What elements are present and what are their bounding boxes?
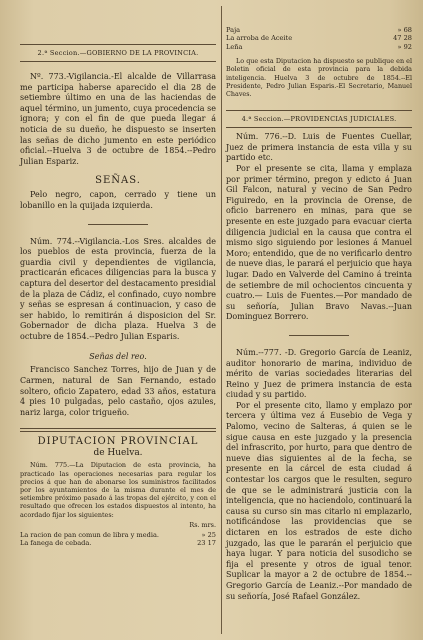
senas-heading: SEÑAS. [95,175,141,187]
price-row [226,43,412,51]
notice-774: Núm. 774.--Vigilancia.-Los Sres. alcaldes de los pueblos de esta provincia, fuerza de la guardia civil y dependientes de vigilancia, practicarán eficaces diligencias para la busca y captura del desertor del destacamento presidial de la plaza de Cádiz, el confinado, cuyo nombre y señas se espresan á continuacion, y caso de ser habido, lo remitirán á disposicion del Sr. Gobernador de dicha plaza. Huelva 3 de octubre de 1854.--Pedro Julian Esparis. [20,236,216,341]
rule [226,127,412,128]
short-rule [88,224,148,225]
rule [20,61,216,62]
price-row [226,34,412,42]
notice-776-heading: Núm. 776.--D. Luis de Fuentes Cuellar, Juez de primera instancia de esta villa y su partido etc. [226,132,412,163]
price-label: Leña [226,42,243,51]
price-row [20,531,216,539]
price-value: » 92 [397,42,412,51]
diputacion-publication-notice: Lo que esta Diputacion ha dispuesto se publique en el Boletin oficial de esta provincia para la debida inteligencia. Huelva 3 de octubre de 1854.--El Presidente, Pedro Julian Esparis.-El Secretario, Manuel Chaves. [226,57,412,99]
column-divider [221,6,222,634]
price-label: La fanega de cebada. [20,539,92,548]
left-column [20,0,216,640]
price-label: La racion de pan comun de libra y media. [20,530,159,539]
reo-text: Francisco Sanchez Torres, hijo de Juan y de Carmen, natural de San Fernando, estado soltero, oficio Zapatero, edad 33 años, estatura 4 pies 10 pulgadas, pelo castaño, ojos azules, nariz larga, color trigueño. [20,365,216,417]
diputacion-title: DIPUTACION PROVINCIAL [37,436,199,448]
rule [226,110,412,111]
section-header-gobierno: 2.ª Seccion.—GOBIERNO DE LA PROVINCIA. [37,49,199,57]
price-value: » 25 [201,530,216,539]
price-label: Paja [226,26,241,34]
price-value: 47 28 [393,34,412,43]
price-label: La arroba de Aceite [226,34,293,43]
right-column [226,0,412,640]
rule [20,44,216,45]
price-value: » 68 [397,26,412,34]
notice-776-body: Por el presente se cita, llama y emplaza por primer término, pregon y edicto á Juan Gil Falcon, natural y vecino de San Pedro Figuiredo, en la provincia de Orense, de oficio barrenero en minas, para que se presente en este juzgado para evacuar cierta diligencia judicial en la causa que contra el mismo sigo siguiendo por lesiones á Manuel Moro; entendido, que de no verificarlo dentro de nueve dias, le parará el perjuicio que haya lugar. Dado en Valverde del Camino á treinta de setiembre de mil ochocientos cincuenta y cuatro.— Luis de Fuentes.—Por mandado de su señoría, Julian Bravo Navas.--Juan Dominguez Borrero. [226,164,412,322]
senas-text: Pelo negro, capon, cerrado y tiene un lobanillo en la quijada izquierda. [20,190,216,210]
section-header-judiciales: 4.ª Seccion.—PROVIDENCIAS JUDICIALES. [241,115,397,124]
notice-777-heading: Núm.--777. -D. Gregorio García de Leaniz, auditor honorario de marina, individuo de mérito de varias sociedades literarias del Reino y Juez de primera instancia de esta ciudad y su partido. [226,347,412,400]
diputacion-subtitle: de Huelva. [93,448,143,459]
notice-775: Núm. 775.—La Diputacion de esta provincia, ha practicado las operaciones necesarias para regular los precios á que han de abonarse los suministros facilitados por los ayuntamientos de la misma durante el mes de setiembre próximo pasado á las tropas del ejército, y con el resultado que ofrecen los estados dispuestos al intento, ha acordado fijar los siguientes: [20,461,216,519]
double-rule [20,428,216,432]
price-row [226,26,412,34]
price-value: 23 17 [197,539,216,548]
notice-773: Nº. 773.-Vigilancia.-El alcalde de Villarrasa me participa haberse aparecido el dia 28 de setiembre último en una de las haciendas de aquel término, un jumento, cuya procedencia se ignora; y con el fin de que pueda llegar á noticia de su dueño, he dispuesto se inserten las señas de dicho jumento en este periódico oficial.--Huelva 3 de octubre de 1854.--Pedro Julian Espariz. [20,72,216,166]
short-rule [289,335,349,336]
notice-777-body: Por el presente cito, llamo y emplazo por tercera y última vez á Eusebio de Vega y Palomo, vecino de Salteras, á quien se le sigue causa en este juzgado y la presencia del infrascrito, por hurto, para que dentro de nueve dias siguientes al de la fecha, se presente en la cárcel de esta ciudad á contestar los cargos que le resulten, seguro de que se le administrará justicia con la inteligencia, que no haciendolo, continuará la causa su curso sin mas citarlo ni emplazarlo, notificándose las providencias que se dictaren en los estrados de este dicho juzgado, las que le pararán el perjuicio que haya lugar. Y para noticia del susodicho se fija el presente y otros de igual tenor. Suplicar la mayor a 2 de octubre de 1854.--Gregorio García de Leaniz.--Por mandado de su señoría, José Rafael González. [226,400,412,601]
reo-heading: Señas del reo. [89,352,147,362]
rs-mrs-header: Rs. mrs. [189,520,216,529]
price-row [20,539,216,547]
